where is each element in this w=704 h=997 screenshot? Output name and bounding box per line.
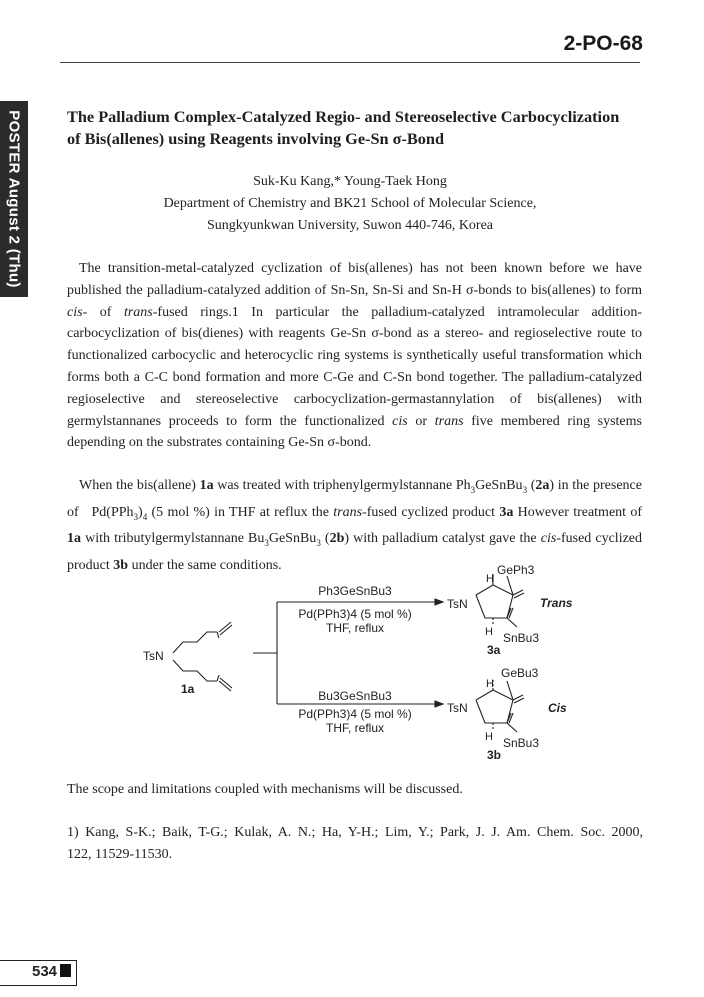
product-a-label: 3a <box>487 643 501 657</box>
affiliation-line: Sungkyunkwan University, Suwon 440-746, Korea <box>206 218 494 233</box>
title-line: of Bis(allenes) using Reagents involving Ge-Sn σ-Bond <box>67 129 445 148</box>
substrate-group: TsN <box>143 649 164 663</box>
bottom-reagent: Bu3GeSnBu3 <box>318 689 392 703</box>
poster-id: 2-PO-68 <box>563 32 643 55</box>
product-b-stereo: Cis <box>548 701 567 715</box>
bottom-conditions: THF, reflux <box>325 721 385 735</box>
side-tab-label: POSTER August 2 (Thu) <box>5 110 23 288</box>
page-marker-square <box>60 964 71 977</box>
abstract-paragraph-1: The transition-metal-catalyzed cyclization of bis(allenes) has not been known before we have published the palladium-catalyzed addition of Sn-Sn, Sn-Si and Sn-H σ-bonds to bis(allenes) to form cis- of trans-fused rings.1 In particular the palladium-catalyzed intramolecular addition-carbocyclization of bis(dienes) with reagents Ge-Sn σ-bond as a stereo- and regioselective route to functionalized carbocyclic and heterocyclic ring systems is synthetically useful transformation which forms both a C-C bond formation and more C-Ge and C-Sn bond together. The palladium-catalyzed regioselective and stereoselective carbocyclization-germastannylation of bis(allenes) with germylstannanes proceeds to form the functionalized cis or trans five membered ring systems depending on the substrates containing Ge-Sn σ-bond. <box>67 261 643 451</box>
reaction-scheme <box>135 560 585 770</box>
product-b-top-group: GeBu3 <box>501 666 539 680</box>
product-a-stereo: Trans <box>540 596 573 610</box>
substrate-label: 1a <box>181 682 195 696</box>
product-a-bottom-group: SnBu3 <box>503 631 540 645</box>
reference-line: 1) Kang, S-K.; Baik, T-G.; Kulak, A. N.; Ha, Y-H.; Lim, Y.; Park, J. J. Am. Chem. Soc. 2000, <box>67 825 643 840</box>
abstract-paragraph-2: When the bis(allene) 1a was treated with triphenylgermylstannane $Ph_3GeSnBu_3$ (2a) in the presence of $Pd(PPh_3)_4$ (5 mol %) in THF at reflux the trans-fused cyclized product 3a However treatment of 1a with tributylgermylstannane $Bu_3GeSnBu_3$ (2b) with palladium catalyst gave the cis-fused cyclized product 3b under the same conditions. <box>67 478 643 573</box>
product-a-top-group: GePh3 <box>497 563 535 577</box>
page-number: 534 <box>32 963 58 980</box>
bottom-catalyst: Pd(PPh3)4 (5 mol %) <box>298 707 412 721</box>
authors: Suk-Ku Kang,* Young-Taek Hong <box>253 174 447 189</box>
top-reagent: Ph3GeSnBu3 <box>318 584 392 598</box>
affiliation-line: Department of Chemistry and BK21 School of Molecular Science, <box>163 196 537 211</box>
product-b-label: 3b <box>487 748 502 762</box>
reference-line: 122, 11529-11530. <box>67 847 173 862</box>
product-a-h-top: H <box>486 573 494 585</box>
reference-1 <box>67 822 643 866</box>
product-b-nitrogen: TsN <box>447 701 468 715</box>
top-catalyst: Pd(PPh3)4 (5 mol %) <box>298 607 412 621</box>
product-b-h-bottom: H <box>485 731 493 743</box>
header-rule <box>60 62 640 63</box>
closing-sentence: The scope and limitations coupled with mechanisms will be discussed. <box>67 782 463 797</box>
top-conditions: THF, reflux <box>325 621 385 635</box>
product-b-bottom-group: SnBu3 <box>503 736 540 750</box>
product-a-h-bottom: H <box>485 626 493 638</box>
product-b-h-top: H <box>486 678 494 690</box>
product-a-nitrogen: TsN <box>447 597 468 611</box>
title-line: The Palladium Complex-Catalyzed Regio- and Stereoselective Carbocyclization <box>67 107 620 126</box>
paper-title <box>67 106 647 150</box>
